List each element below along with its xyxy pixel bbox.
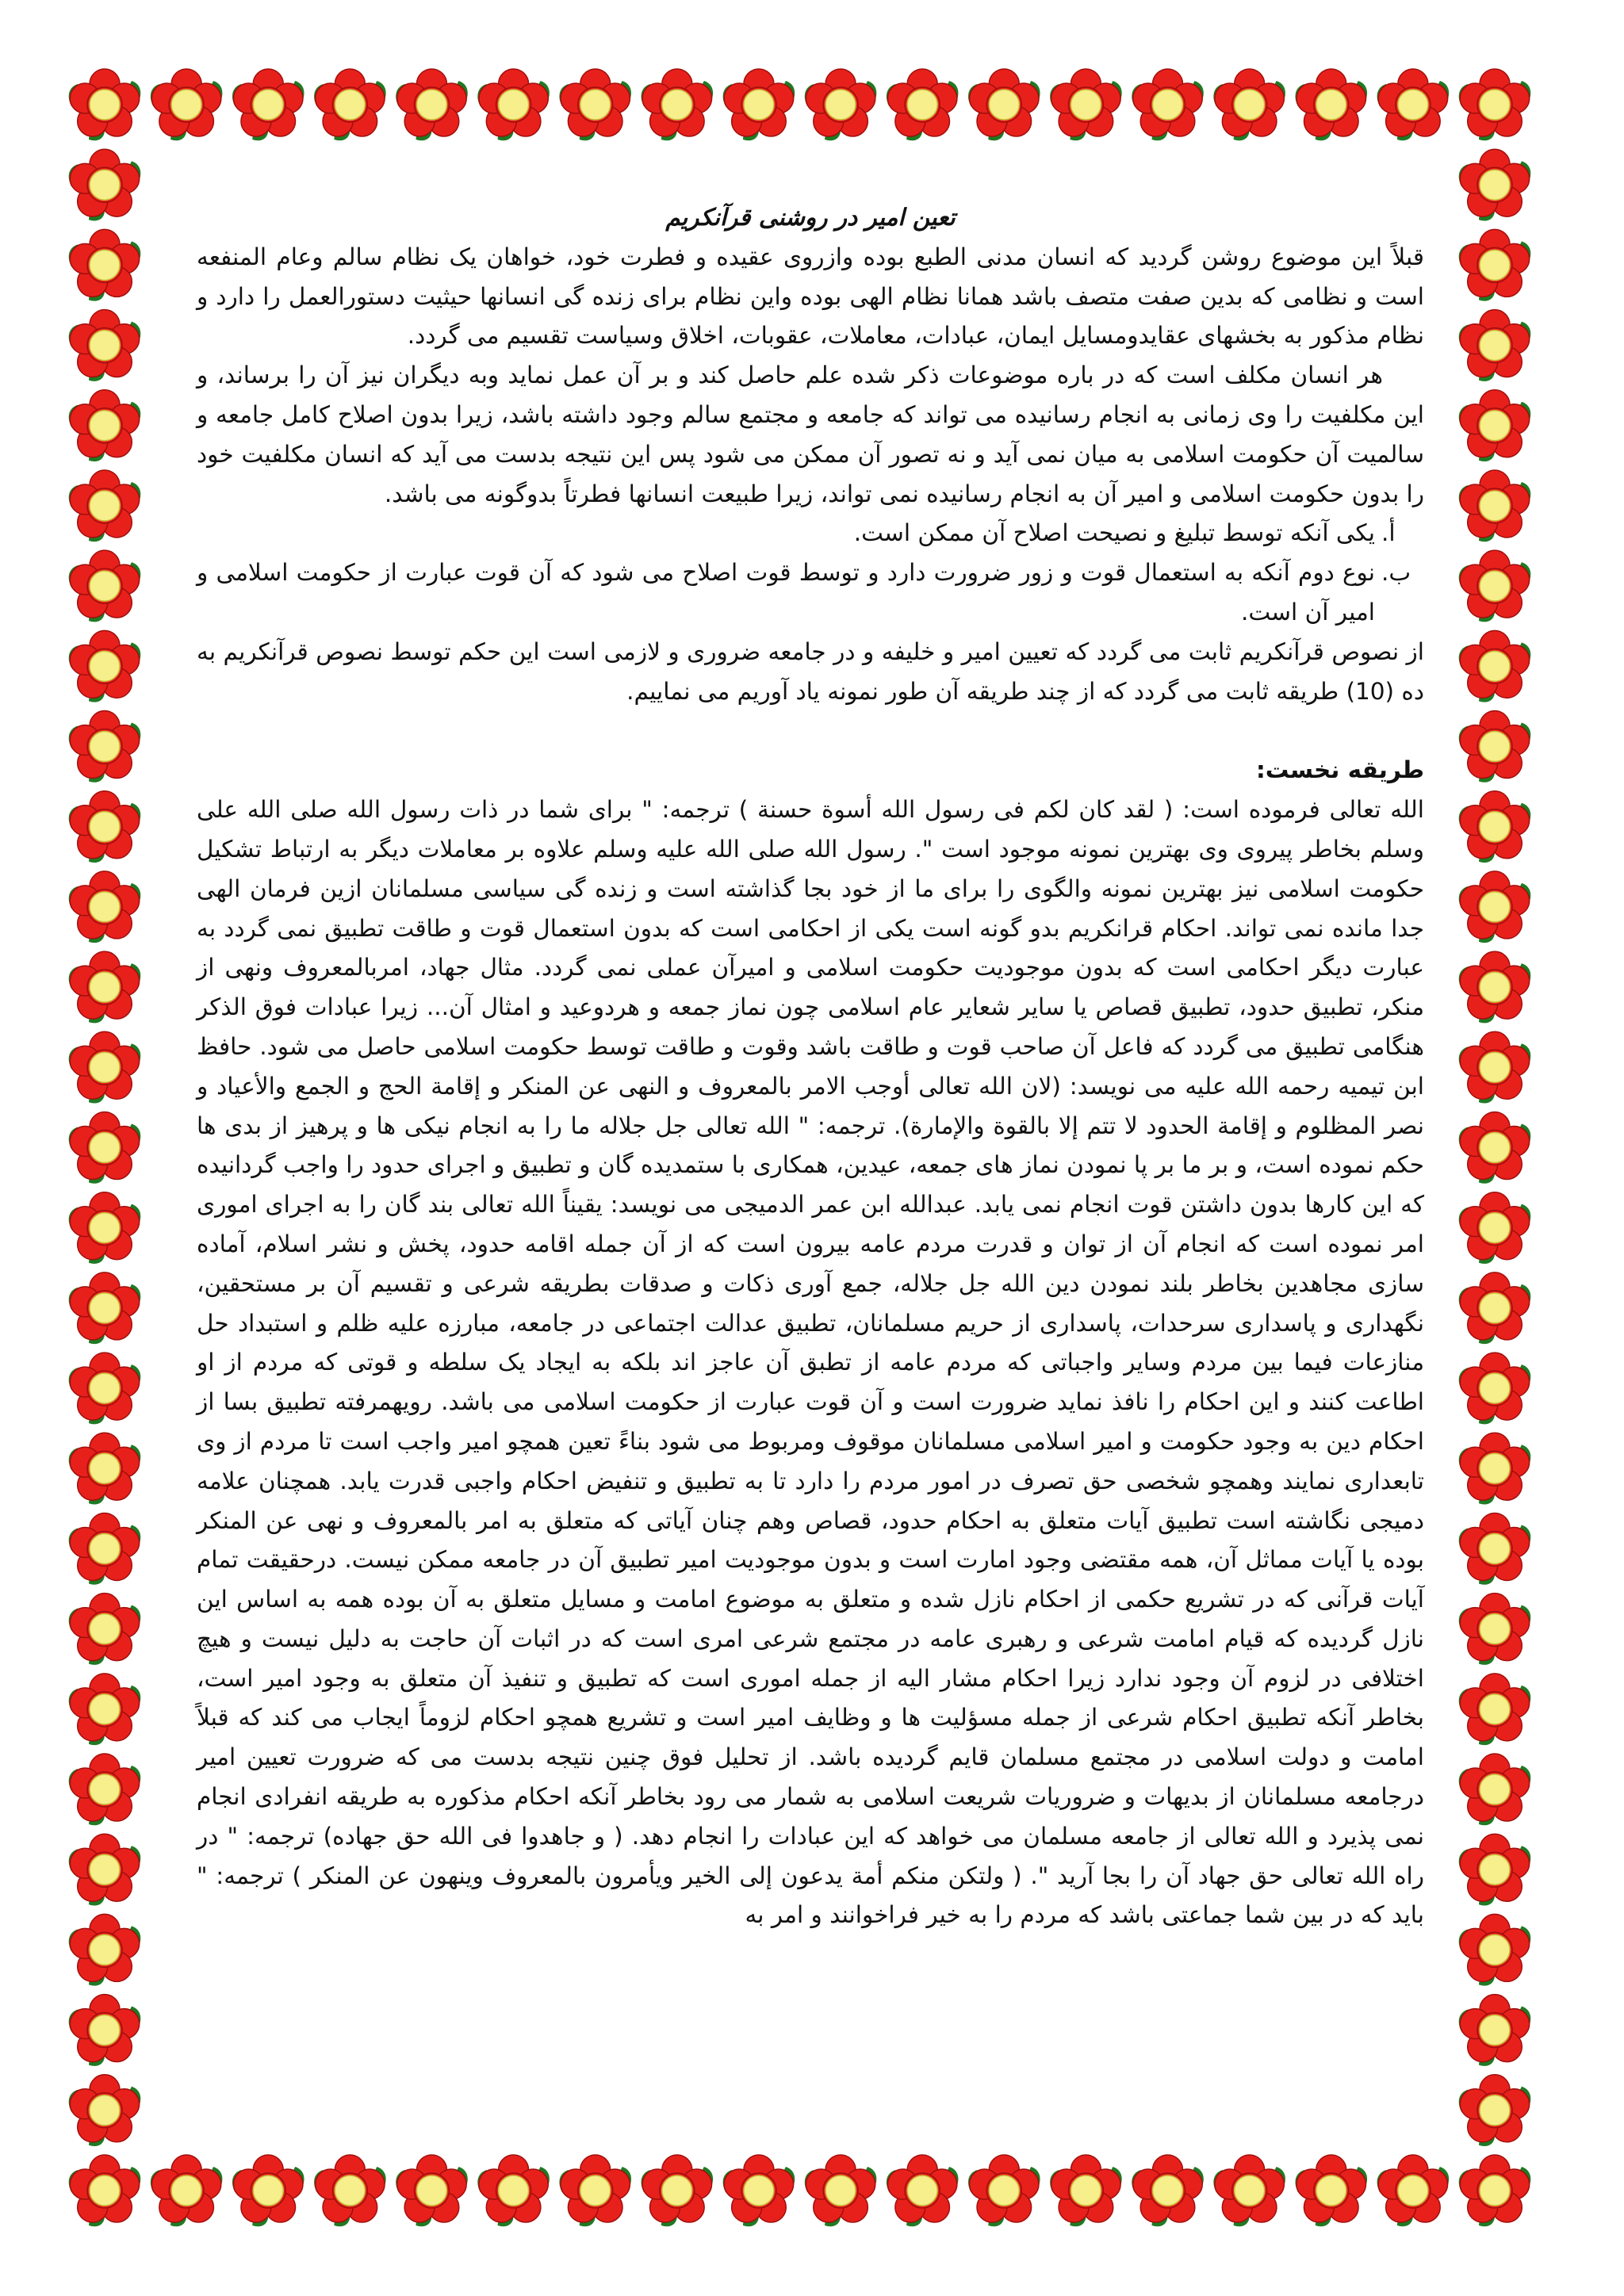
flower-icon (232, 69, 304, 140)
flower-icon (1459, 1353, 1531, 1424)
flower-icon (1459, 711, 1531, 783)
flower-icon (1377, 69, 1450, 140)
flower-icon (69, 1112, 141, 1184)
conclusion-paragraph: از نصوص قرآنکریم ثابت می گردد که تعیین امیر و خلیفه و در جامعه ضروری و لازمی است این حکم توسط نصوص قرآنکریم به ده (10) طریقه ثابت می گردد که از چند طریقه آن طور نمونه یاد آوریم می نماییم. (197, 637, 1424, 705)
flower-icon (69, 1754, 141, 1825)
flower-icon (69, 550, 141, 622)
flower-icon (69, 791, 141, 863)
flower-icon (559, 2155, 631, 2226)
document-title: تعین امیر در روشنی قرآنکریم (665, 204, 956, 231)
flower-icon (1377, 2155, 1450, 2226)
flower-icon (1459, 1433, 1531, 1504)
flower-icon (69, 1914, 141, 1985)
flower-icon (968, 69, 1040, 140)
flower-icon (1132, 69, 1204, 140)
flower-icon (396, 69, 468, 140)
flower-icon (1459, 1594, 1531, 1665)
flower-icon (69, 69, 141, 140)
flower-icon (232, 2155, 304, 2226)
flower-icon (1050, 2155, 1122, 2226)
flower-icon (69, 310, 141, 381)
flower-icon (642, 2155, 714, 2226)
flower-icon (1459, 69, 1531, 140)
flower-icon (69, 1031, 141, 1103)
flower-icon (69, 2075, 141, 2146)
section-body: الله تعالی فرموده است: ( لقد کان لکم فی رسول الله أسوة حسنة ) ترجمه: " برای شما در ذات رسول الله صلی الله علی وسلم بخاطر پیروی وی بهترین نمونه موجود است ". رسول الله صلی الله علیه وسلم علاوه بر معاملات دیگر به ارتباط تشکیل حکومت اسلامی نیز بهترین نمونه والگوی را برای ما از خود بجا گذاشته است و زنده گی سیاسی مسلمانان ازین فرمان الهی جدا مانده نمی تواند. احکام قرانکریم بدو گونه است یکی از احکامی است که بدون استعمال قوت و طاقت تطبیق نمی گردد به عبارت دیگر احکامی است که بدون موجودیت حکومت اسلامی و امیرآن عملی نمی گردد. مثال جهاد، امربالمعروف ونهی از منکر، تطبیق حدود، تطبیق قصاص یا سایر شعایر عام اسلامی چون نماز جمعه و هردوعید و امثال آن... زیرا عبادات فوق الذکر هنگامی تطبیق می گردد که فاعل آن صاحب قوت و طاقت باشد وقوت و طاقت توسط حکومت اسلامی حاصل می شود. حافظ ابن تیمیه رحمه الله علیه می نویسد: (لان الله تعالی أوجب الامر بالمعروف و النهی عن المنکر و إقامة الحج و الجمع والأعیاد و نصر المظلوم و إقامة الحدود لا تتم إلا بالقوة والإمارة). ترجمه: " الله تعالی جل جلاله ما را به انجام نیکی ها و پرهیز از بدی ها حکم نموده است، و بر ما بر پا نمودن نماز های جمعه، عیدین، همکاری با ستمدیده گان و تطبیق و اجرای حدود را واجب گردانیده که این کارها بدون داشتن قوت انجام نمی یابد. عبدالله ابن عمر الدمیجی می نویسد: یقیناً الله تعالی بند گان را به اجرای اموری امر نموده است که انجام آن از توان و قدرت مردم عامه بیرون است که از آن جمله اقامه حدود، پخش و نشر اسلام، آماده سازی مجاهدین بخاطر بلند نمودن دین الله جل جلاله، جمع آوری ذکات و صدقات بطریقه شرعی و تقسیم آن بر مستحقین، نگهداری و پاسداری سرحدات، پاسداری از حریم مسلمانان، تطبیق عدالت اجتماعی در جامعه، مبارزه علیه ظلم و استبداد حل منازعات فیما بین مردم وسایر واجباتی که مردم عامه از تطبق آن عاجز اند بلکه به ایجاد یک سلطه و قوتی که مردم از او اطاعت کنند و این احکام را نافذ نماید ضرورت است و آن قوت عبارت از حکومت اسلامی می باشد. رویهمرفته تطبیق بسا از احکام دین به وجود حکومت و امیر اسلامی مسلمانان موقوف ومربوط می شود بناءً تعین همچو امیر واجب است تا مردم از وی تابعداری نمایند وهمچو شخصی حق تصرف در امور مردم را دارد تا به تطبیق و تنفیض احکام واجبی قدرت یابد. همچنان علامه دمیجی نگاشته است تطبیق آیات متعلق به احکام حدود، قصاص وهم چنان آیاتی که متعلق به امر بالمعروف و نهی عن المنکر بوده یا آیات مماثل آن، همه مقتضی وجود امارت است و بدون موجودیت امیر تطبیق آن در جامعه ممکن نیست. درحقیقت تمام آیات قرآنی که در تشریع حکمی از احکام نازل شده و متعلق به موضوع امامت و مسایل متعلق به آن بوده همه به اساس این نازل گردیده که قیام امامت شرعی و رهبری عامه در مجتمع شرعی امری است که در اثبات آن حاجت به دلیل نیست و هیچ اختلافی در لزوم آن وجود ندارد زیرا احکام مشار الیه از جمله اموری است که تطبیق و تنفیذ آن متعلق به وجود امیر است، بخاطر آنکه تطبیق احکام شرعی از جمله مسؤلیت ها و وظایف امیر است و تشریع همچو احکام لزوماً ایجاب می کند که قبلاً امامت و دولت اسلامی در مجتمع مسلمان قایم گردیده باشد. از تحلیل فوق چنین نتیجه بدست می که ضرورت تعیین امیر درجامعه مسلمانان از بدیهات و ضروریات شریعت اسلامی به شمار می رود بخاطر آنکه احکام مذکوره به طریقه انفرادی انجام نمی پذیرد و الله تعالی از جامعه مسلمان می خواهد که این عبادات را انجام دهد. ( و جاهدوا فی الله حق جهاده) ترجمه: " در راه الله تعالی حق جهاد آن را بجا آرید ". ( ولتکن منکم أمة یدعون إلی الخیر ویأمرون بالمعروف وینهون عن المنکر ) ترجمه: " باید که در بین شما جماعتی باشد که مردم را به خیر فراخوانند و امر به (197, 796, 1424, 1929)
section-heading: طریقه نخست: (1256, 756, 1424, 784)
flower-icon (396, 2155, 468, 2226)
flower-icon (723, 69, 795, 140)
list-item-text: یکی آنکه توسط تبلیغ و نصیحت اصلاح آن ممکن است. (853, 519, 1375, 547)
flower-icon (1459, 229, 1531, 300)
flower-icon (69, 1995, 141, 2066)
document-page (197, 198, 1424, 2101)
flower-icon (69, 1513, 141, 1584)
flower-icon (69, 711, 141, 783)
flower-icon (1459, 1272, 1531, 1344)
list-item-text: نوع دوم آنکه به استعمال قوت و زور ضرورت دارد و توسط قوت اصلاح می شود که آن قوت عبارت از حکومت اسلامی و امیر آن است. (197, 559, 1375, 626)
flower-icon (69, 951, 141, 1023)
flower-icon (1459, 2155, 1531, 2226)
flower-icon (477, 2155, 550, 2226)
flower-icon (1295, 69, 1367, 140)
list-marker: أ. (1381, 519, 1396, 547)
flower-icon (69, 470, 141, 541)
flower-icon (642, 69, 714, 140)
flower-icon (1459, 951, 1531, 1023)
list-marker: ب. (1381, 559, 1411, 587)
flower-icon (477, 69, 550, 140)
flower-icon (1459, 1674, 1531, 1745)
types-list (197, 514, 1424, 632)
flower-icon (314, 2155, 386, 2226)
flower-icon (151, 69, 223, 140)
flower-icon (887, 2155, 959, 2226)
flower-icon (69, 1433, 141, 1504)
flower-icon (69, 1192, 141, 1264)
flower-icon (69, 1272, 141, 1344)
flower-icon (314, 69, 386, 140)
flower-icon (69, 1353, 141, 1424)
flower-icon (1459, 1031, 1531, 1103)
flower-icon (69, 1594, 141, 1665)
flower-icon (1459, 791, 1531, 863)
flower-icon (1459, 1914, 1531, 1985)
flower-icon (1459, 149, 1531, 220)
flower-icon (69, 630, 141, 702)
flower-icon (69, 871, 141, 943)
flower-icon (1459, 871, 1531, 943)
flower-icon (69, 229, 141, 300)
flower-icon (1213, 69, 1285, 140)
flower-icon (887, 69, 959, 140)
flower-icon (1459, 550, 1531, 622)
flower-icon (1459, 1995, 1531, 2066)
flower-icon (1295, 2155, 1367, 2226)
flower-icon (1132, 2155, 1204, 2226)
flower-icon (1459, 1112, 1531, 1184)
flower-icon (1050, 69, 1122, 140)
flower-icon (69, 149, 141, 220)
flower-icon (1459, 390, 1531, 461)
flower-icon (805, 69, 877, 140)
flower-icon (1459, 2075, 1531, 2146)
flower-icon (69, 2155, 141, 2226)
flower-icon (805, 2155, 877, 2226)
flower-icon (1459, 1192, 1531, 1264)
flower-icon (69, 1674, 141, 1745)
flower-icon (968, 2155, 1040, 2226)
list-item (197, 514, 1396, 553)
flower-icon (151, 2155, 223, 2226)
flower-icon (1459, 1513, 1531, 1584)
flower-icon (1459, 310, 1531, 381)
flower-icon (1213, 2155, 1285, 2226)
flower-icon (559, 69, 631, 140)
flower-icon (1459, 470, 1531, 541)
flower-icon (1459, 630, 1531, 702)
flower-icon (1459, 1834, 1531, 1905)
flower-icon (1459, 1754, 1531, 1825)
intro-paragraph-1: قبلاً این موضوع روشن گردید که انسان مدنی الطبع بوده وازروی عقیده و فطرت خود، خواهان یک نظام سالم وعام المنفعه است و نظامی که بدین صفت متصف باشد همانا نظام الهی بوده واین نظام برای زنده گی انسانها حیثیت دستورالعمل را دارد و نظام مذکور به بخشهای عقایدومسایل ایمان، عبادات، معاملات، عقوبات، اخلاق وسیاست تقسیم می گردد. (197, 243, 1424, 350)
list-item (197, 553, 1411, 633)
intro-paragraph-2: هر انسان مکلف است که در باره موضوعات ذکر شده علم حاصل کند و بر آن عمل نماید وبه دیگران نیز آن را برساند، و این مکلفیت را وی زمانی به انجام رسانیده می تواند که جامعه و مجتمع سالم وجود داشته باشد، زیرا بدون اصلاح کامل جامعه و سالمیت آن حکومت اسلامی به میان نمی آید و نه تصور آن ممکن می شود پس این نتیجه بدست می آید که انسان مکلفیت خود را بدون حکومت اسلامی و امیر آن به انجام رسانیده نمی تواند، زیرا طبیعت انسانها فطرتاً بدوگونه می باشد. (197, 362, 1424, 507)
flower-icon (69, 390, 141, 461)
flower-icon (723, 2155, 795, 2226)
flower-icon (69, 1834, 141, 1905)
